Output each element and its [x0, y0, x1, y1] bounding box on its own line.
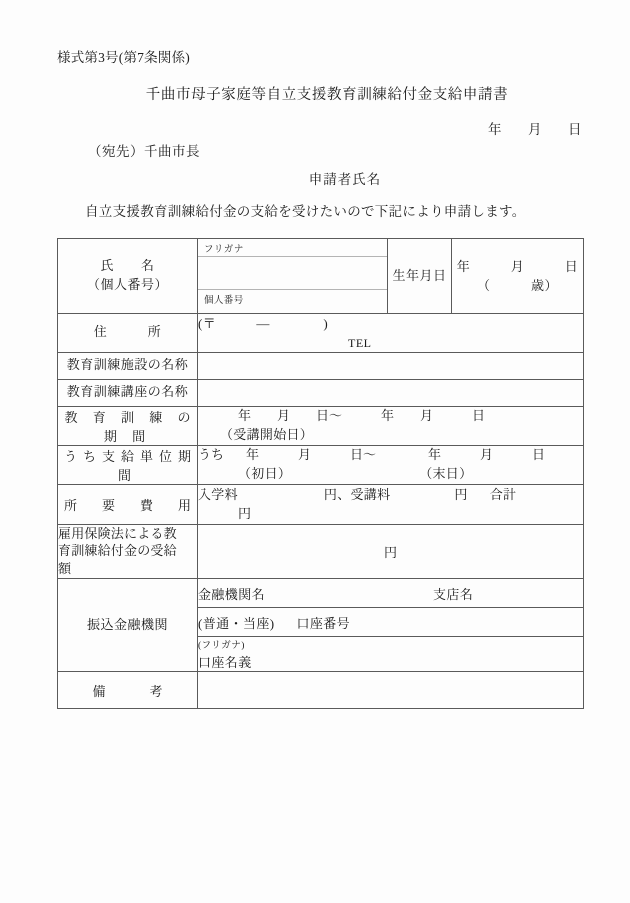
bank-branch-label: 支店名: [433, 586, 474, 602]
unit-period-label: うち支給単位期間: [58, 445, 198, 484]
birthdate-line2: （ 歳）: [476, 278, 558, 293]
table-row-cost: [58, 484, 584, 524]
birthdate-line1: 年 月 日: [456, 258, 579, 274]
birthdate-label: 生年月日: [388, 239, 452, 314]
total-yen-unit: 円: [238, 506, 252, 521]
page-title: 千曲市母子家庭等自立支援教育訓練給付金支給申請書: [145, 87, 509, 103]
name-label-line2: （個人番号）: [86, 277, 168, 292]
period-label: 教 育 訓 練 の 期 間: [58, 406, 198, 445]
furigana-label: フリガナ: [198, 239, 387, 257]
intro-text: 自立支援教育訓練給付金の支給を受けたいので下記により申請します。: [85, 204, 526, 219]
name-label-cell: [58, 239, 198, 314]
period-value-cell[interactable]: [198, 406, 584, 445]
applicant-name-label: 申請者氏名: [308, 172, 382, 187]
date-year: 年: [488, 122, 502, 137]
unit-period-last-note: （末日）: [419, 465, 473, 481]
bank-label: 振込金融機関: [58, 579, 198, 672]
cost-value-cell[interactable]: [198, 484, 584, 524]
unit-period-first-note: （初日）: [238, 465, 292, 481]
table-row-insurance: [58, 524, 584, 579]
insurance-yen-unit: 円: [383, 544, 397, 560]
form-code: 様式第3号(第7条関係): [57, 50, 190, 65]
table-row-address: [58, 314, 584, 353]
date-line: [488, 118, 582, 138]
cost-label: 所 要 費 用: [58, 484, 198, 524]
account-type-label[interactable]: (普通・当座): [198, 615, 275, 631]
period-start-note-text: （受講開始日）: [220, 426, 314, 442]
insurance-label-line2: 育訓練給付金の受給: [58, 543, 177, 559]
total-label: 合計: [489, 486, 517, 502]
period-dates-text: 年 月 日～ 年 月 日: [238, 407, 486, 423]
name-label-line1: 氏 名: [100, 258, 155, 274]
account-holder-furigana-label: (フリガナ): [198, 641, 245, 652]
addressee: （宛先）千曲市長: [88, 144, 200, 159]
application-table: [57, 238, 584, 709]
entrance-fee-label: 入学料: [198, 486, 238, 502]
name-input-area[interactable]: [198, 257, 387, 290]
table-row-period: [58, 406, 584, 445]
bank-institution-cell[interactable]: [198, 579, 584, 608]
facility-value-cell[interactable]: [198, 352, 584, 379]
date-day: 日: [568, 122, 582, 137]
course-label: 教育訓練講座の名称: [58, 379, 198, 406]
date-month: 月: [528, 122, 542, 137]
table-row-bank-institution: [58, 579, 584, 608]
unit-period-dates-text: 年 月 日～ 年 月 日: [246, 446, 546, 462]
postal-code-field[interactable]: (〒 ― ): [198, 316, 329, 331]
facility-label: 教育訓練施設の名称: [58, 352, 198, 379]
birthdate-value-cell[interactable]: [452, 239, 584, 314]
insurance-label-line1: 雇用保険法による教: [58, 525, 177, 541]
table-row-remarks: [58, 672, 584, 709]
account-number-label: 口座番号: [296, 615, 351, 631]
account-holder-label: 口座名義: [198, 655, 252, 671]
insurance-value-cell[interactable]: [198, 524, 584, 579]
table-row-name: [58, 239, 584, 314]
insurance-label-line3: 額: [58, 561, 72, 577]
table-row-facility: [58, 352, 584, 379]
period-start-note: [198, 426, 583, 445]
remarks-value-cell[interactable]: [198, 672, 584, 709]
period-dates[interactable]: [198, 407, 583, 426]
unit-period-notes: [198, 465, 583, 484]
kojin-bangou-label: 個人番号: [204, 296, 244, 306]
insurance-label: [58, 524, 198, 579]
course-value-cell[interactable]: [198, 379, 584, 406]
tuition-fee-label: 円、受講料: [323, 486, 391, 502]
bank-institution-label: 金融機関名: [198, 586, 266, 602]
name-value-cell[interactable]: [198, 239, 388, 314]
unit-period-value-cell[interactable]: [198, 445, 584, 484]
tuition-yen-unit: 円: [454, 486, 468, 502]
address-label: 住 所: [58, 314, 198, 353]
address-value-cell[interactable]: [198, 314, 584, 353]
tel-label[interactable]: TEL: [348, 335, 372, 350]
unit-period-prefix: うち: [198, 446, 225, 462]
table-row-unit-period: [58, 445, 584, 484]
bank-holder-cell[interactable]: [198, 637, 584, 672]
bank-account-cell[interactable]: [198, 608, 584, 637]
unit-period-dates[interactable]: [198, 446, 583, 465]
table-row-course: [58, 379, 584, 406]
remarks-label: 備 考: [58, 672, 198, 709]
